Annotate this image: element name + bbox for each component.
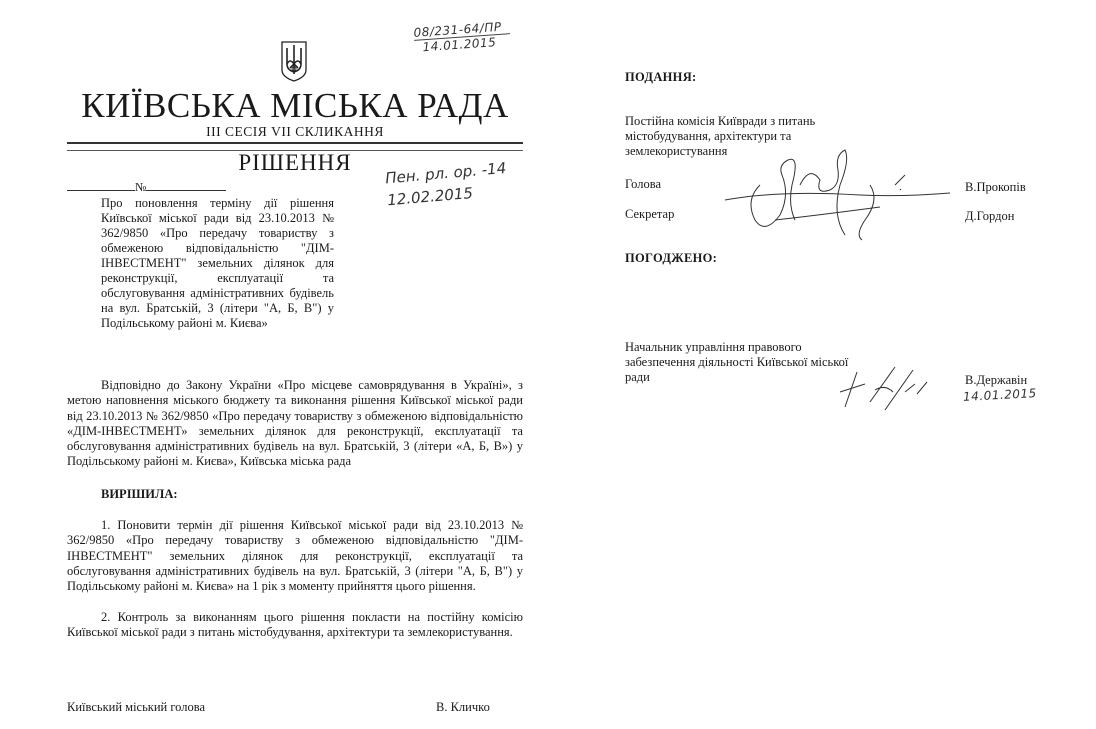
session-label: III СЕСІЯ VII СКЛИКАННЯ: [206, 124, 384, 139]
secretary-role: Секретар: [625, 207, 675, 221]
chair-name: В.Прокопів: [965, 180, 1026, 194]
legal-head-name: В.Державін: [965, 373, 1028, 387]
secretary-name: Д.Гордон: [965, 209, 1015, 223]
decision-number-field: [67, 180, 226, 195]
chair-role: Голова: [625, 177, 661, 191]
handwritten-note-line2: 12.02.2015: [386, 183, 474, 210]
registration-number: 08/231-64/ПР: [413, 19, 510, 41]
decision-subject: Про поновлення терміну дії рішення Київської міської ради від 23.10.2013 № 362/9850 «Про передачу товариству з обмеженою відповідальністю "ДІМ-ІНВЕСТМЕНТ" земельних ділянок для реконструкції, експлуатації та обслуговування адміністративних будівель на вул. Братській, 3 (літери "А, Б, В") у Подільському районі м. Києва»: [101, 196, 334, 330]
signature-icon: [835, 362, 935, 412]
date-blank: [67, 180, 135, 191]
legal-head-date: 14.01.2015: [962, 386, 1038, 404]
preamble-paragraph: Відповідно до Закону України «Про місцеве самоврядування в Україні», з метою наповнення міського бюджету та виконання рішення Київської міської ради від 23.10.2013 № 362/9850 «Про передачу товариству з обмеженою відповідальністю «ДІМ-ІНВЕСТМЕНТ» земельних ділянок для реконструкції, експлуатації та обслуговування адміністративних будівель на вул. Братській, 3 (літери «А, Б, В») у Подільському районі м. Києва», Київська міська рада: [67, 378, 523, 469]
signature-icon: [720, 145, 960, 245]
council-title: КИЇВСЬКА МІСЬКА РАДА: [81, 86, 509, 125]
document-type-title: РІШЕННЯ: [238, 150, 352, 175]
committee-name: Постійна комісія Київради з питань містобудування, архітектури та землекористування: [625, 114, 816, 158]
resolution-item: 1. Поновити термін дії рішення Київської міської ради від 23.10.2013 № 362/9850 «Про передачу товариству з обмеженою відповідальністю "ДІМ-ІНВЕСТМЕНТ" земельних ділянок для реконструкції, експлуатації та обслуговування адміністративних будівель на вул. Братській, 3 (літери "А, Б, В") у Подільському районі м. Києва» на 1 рік з моменту прийняття цього рішення.: [67, 518, 523, 594]
number-blank: [146, 180, 226, 191]
agreed-title: ПОГОДЖЕНО:: [625, 251, 718, 265]
submission-title: ПОДАННЯ:: [625, 70, 697, 84]
registration-date: 14.01.2015: [422, 35, 497, 55]
ukraine-trident-icon: [280, 40, 308, 82]
signatory-name: В. Кличко: [436, 700, 490, 714]
registration-stamp: [413, 18, 525, 55]
number-sign: №: [135, 180, 147, 194]
resolution-item: 2. Контроль за виконанням цього рішення покласти на постійну комісію Київської міської ради з питань містобудування, архітектури та землекористування.: [67, 610, 523, 640]
legal-head-role: Начальник управління правового забезпечення діяльності Київської міської ради: [625, 340, 849, 384]
resolved-label: ВИРІШИЛА:: [101, 487, 178, 501]
handwritten-note-line1: Пен. рл. ор. -14: [384, 158, 507, 188]
signatory-role: Київський міський голова: [67, 700, 206, 714]
